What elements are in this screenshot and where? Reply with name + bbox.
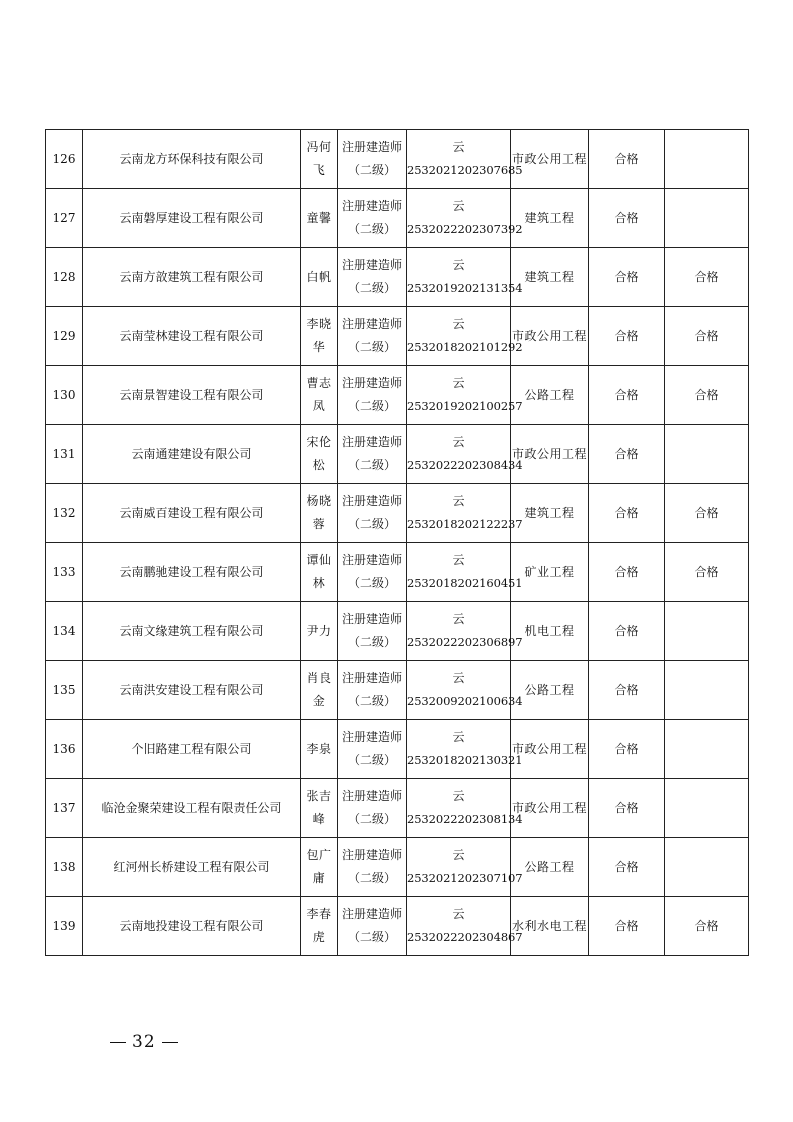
- certificate-number: [407, 838, 523, 897]
- page-number: 32: [132, 1032, 156, 1052]
- certificate-prefix: 云: [452, 612, 465, 626]
- certificate-prefix: 云: [452, 140, 465, 154]
- person-name: 李春虎: [301, 897, 338, 956]
- result-2: [665, 189, 749, 248]
- certificate-prefix: 云: [452, 199, 465, 213]
- company-name: 云南通建建设有限公司: [83, 425, 301, 484]
- result-1: 合格: [589, 130, 665, 189]
- qualification-line2: （二级）: [347, 576, 396, 590]
- person-name: 白帆: [301, 248, 338, 307]
- certificate-code: 2532021202307107: [407, 871, 523, 885]
- person-name: 张吉峰: [301, 779, 338, 838]
- result-1: 合格: [589, 248, 665, 307]
- result-2: [665, 720, 749, 779]
- person-name: 冯何飞: [301, 130, 338, 189]
- company-name: 云南莹林建设工程有限公司: [83, 307, 301, 366]
- certificate-number: [407, 189, 523, 248]
- result-2: [665, 425, 749, 484]
- qualification-line1: 注册建造师: [341, 317, 402, 331]
- specialty: 公路工程: [511, 661, 589, 720]
- qualification-line2: （二级）: [347, 694, 396, 708]
- qualification-line1: 注册建造师: [341, 258, 402, 272]
- specialty: 公路工程: [511, 366, 589, 425]
- result-2: [665, 838, 749, 897]
- certificate-code: 2532019202131354: [407, 281, 523, 295]
- result-2: [665, 661, 749, 720]
- company-name: 云南地投建设工程有限公司: [83, 897, 301, 956]
- certificate-number: [407, 484, 523, 543]
- result-1: 合格: [589, 484, 665, 543]
- certificate-code: 2532022202308134: [407, 812, 523, 826]
- certificate-number: [407, 366, 523, 425]
- certificate-number: [407, 307, 523, 366]
- company-name: 个旧路建工程有限公司: [83, 720, 301, 779]
- qualification-line1: 注册建造师: [341, 730, 402, 744]
- table-row: [46, 543, 749, 602]
- person-name: 尹力: [301, 602, 338, 661]
- company-name: 云南龙方环保科技有限公司: [83, 130, 301, 189]
- certificate-prefix: 云: [452, 376, 465, 390]
- company-name: 云南景智建设工程有限公司: [83, 366, 301, 425]
- certificate-prefix: 云: [452, 435, 465, 449]
- certificate-prefix: 云: [452, 317, 465, 331]
- qualification-line2: （二级）: [347, 399, 396, 413]
- qualification-line1: 注册建造师: [341, 199, 402, 213]
- certificate-number: [407, 248, 523, 307]
- certificate-code: 2532022202307392: [407, 222, 523, 236]
- specialty: 矿业工程: [511, 543, 589, 602]
- result-1: 合格: [589, 366, 665, 425]
- result-2: 合格: [665, 248, 749, 307]
- person-name: 包广庸: [301, 838, 338, 897]
- table-row: [46, 661, 749, 720]
- table-row: [46, 366, 749, 425]
- qualification-line1: 注册建造师: [341, 848, 402, 862]
- table-row: [46, 838, 749, 897]
- qualification-title: [338, 779, 407, 838]
- row-number: 130: [46, 366, 83, 425]
- certificate-number: [407, 602, 523, 661]
- specialty: 水利水电工程: [511, 897, 589, 956]
- result-1: 合格: [589, 543, 665, 602]
- table-row: [46, 248, 749, 307]
- qualification-line2: （二级）: [347, 753, 396, 767]
- qualification-title: [338, 661, 407, 720]
- table-row: [46, 602, 749, 661]
- company-name: 云南鹏驰建设工程有限公司: [83, 543, 301, 602]
- certificate-prefix: 云: [452, 553, 465, 567]
- company-name: 云南洪安建设工程有限公司: [83, 661, 301, 720]
- person-name: 肖良金: [301, 661, 338, 720]
- table-row: [46, 425, 749, 484]
- certificate-code: 2532022202304867: [407, 930, 523, 944]
- certificate-code: 2532018202160451: [407, 576, 523, 590]
- qualification-line2: （二级）: [347, 871, 396, 885]
- result-1: 合格: [589, 720, 665, 779]
- specialty: 建筑工程: [511, 248, 589, 307]
- table-row: [46, 720, 749, 779]
- specialty: 公路工程: [511, 838, 589, 897]
- specialty: 市政公用工程: [511, 307, 589, 366]
- result-1: 合格: [589, 661, 665, 720]
- specialty: 市政公用工程: [511, 130, 589, 189]
- footer-left-dash: [110, 1042, 126, 1043]
- qualification-line1: 注册建造师: [341, 671, 402, 685]
- result-2: 合格: [665, 484, 749, 543]
- certificate-prefix: 云: [452, 671, 465, 685]
- page-footer: [104, 1032, 184, 1052]
- result-2: 合格: [665, 897, 749, 956]
- qualification-title: [338, 189, 407, 248]
- row-number: 138: [46, 838, 83, 897]
- certificate-code: 2532009202100634: [407, 694, 523, 708]
- personnel-table: [45, 129, 749, 956]
- specialty: 建筑工程: [511, 484, 589, 543]
- row-number: 139: [46, 897, 83, 956]
- qualification-line1: 注册建造师: [341, 789, 402, 803]
- certificate-prefix: 云: [452, 848, 465, 862]
- certificate-number: [407, 720, 523, 779]
- qualification-line2: （二级）: [347, 222, 396, 236]
- footer-right-dash: [162, 1042, 178, 1043]
- specialty: 建筑工程: [511, 189, 589, 248]
- qualification-title: [338, 543, 407, 602]
- company-name: 云南磐厚建设工程有限公司: [83, 189, 301, 248]
- specialty: 机电工程: [511, 602, 589, 661]
- table-row: [46, 484, 749, 543]
- qualification-line2: （二级）: [347, 281, 396, 295]
- qualification-line2: （二级）: [347, 812, 396, 826]
- qualification-title: [338, 897, 407, 956]
- specialty: 市政公用工程: [511, 720, 589, 779]
- qualification-line2: （二级）: [347, 517, 396, 531]
- certificate-code: 2532021202307685: [407, 163, 523, 177]
- qualification-line1: 注册建造师: [341, 907, 402, 921]
- certificate-code: 2532022202306897: [407, 635, 523, 649]
- person-name: 曹志凤: [301, 366, 338, 425]
- table-row: [46, 897, 749, 956]
- table-body: [46, 130, 749, 956]
- qualification-title: [338, 130, 407, 189]
- qualification-line1: 注册建造师: [341, 140, 402, 154]
- certificate-number: [407, 779, 523, 838]
- certificate-prefix: 云: [452, 494, 465, 508]
- qualification-line2: （二级）: [347, 163, 396, 177]
- result-1: 合格: [589, 189, 665, 248]
- qualification-line2: （二级）: [347, 930, 396, 944]
- company-name: 云南文缘建筑工程有限公司: [83, 602, 301, 661]
- row-number: 127: [46, 189, 83, 248]
- qualification-line1: 注册建造师: [341, 553, 402, 567]
- certificate-code: 2532019202100257: [407, 399, 523, 413]
- certificate-number: [407, 425, 523, 484]
- result-1: 合格: [589, 897, 665, 956]
- company-name: 云南威百建设工程有限公司: [83, 484, 301, 543]
- certificate-prefix: 云: [452, 258, 465, 272]
- row-number: 133: [46, 543, 83, 602]
- result-2: 合格: [665, 543, 749, 602]
- table-row: [46, 307, 749, 366]
- result-1: 合格: [589, 307, 665, 366]
- qualification-line2: （二级）: [347, 635, 396, 649]
- qualification-line1: 注册建造师: [341, 612, 402, 626]
- company-name: 临沧金聚荣建设工程有限责任公司: [83, 779, 301, 838]
- result-2: [665, 130, 749, 189]
- qualification-title: [338, 307, 407, 366]
- qualification-line1: 注册建造师: [341, 494, 402, 508]
- certificate-prefix: 云: [452, 730, 465, 744]
- qualification-line1: 注册建造师: [341, 376, 402, 390]
- person-name: 童馨: [301, 189, 338, 248]
- table-row: [46, 130, 749, 189]
- qualification-title: [338, 602, 407, 661]
- person-name: 宋伦松: [301, 425, 338, 484]
- certificate-number: [407, 897, 523, 956]
- result-2: 合格: [665, 307, 749, 366]
- qualification-title: [338, 248, 407, 307]
- person-name: 杨晓蓉: [301, 484, 338, 543]
- qualification-line2: （二级）: [347, 458, 396, 472]
- person-name: 李泉: [301, 720, 338, 779]
- row-number: 126: [46, 130, 83, 189]
- result-1: 合格: [589, 602, 665, 661]
- certificate-code: 2532018202101292: [407, 340, 523, 354]
- qualification-title: [338, 720, 407, 779]
- certificate-code: 2532018202130321: [407, 753, 523, 767]
- table-row: [46, 189, 749, 248]
- company-name: 云南方敨建筑工程有限公司: [83, 248, 301, 307]
- result-2: 合格: [665, 366, 749, 425]
- certificate-number: [407, 661, 523, 720]
- row-number: 135: [46, 661, 83, 720]
- certificate-code: 2532022202308434: [407, 458, 523, 472]
- row-number: 134: [46, 602, 83, 661]
- qualification-title: [338, 838, 407, 897]
- result-2: [665, 779, 749, 838]
- qualification-title: [338, 484, 407, 543]
- certificate-code: 2532018202122237: [407, 517, 523, 531]
- result-2: [665, 602, 749, 661]
- row-number: 136: [46, 720, 83, 779]
- qualification-line2: （二级）: [347, 340, 396, 354]
- company-name: 红河州长桥建设工程有限公司: [83, 838, 301, 897]
- qualification-line1: 注册建造师: [341, 435, 402, 449]
- result-1: 合格: [589, 425, 665, 484]
- qualification-title: [338, 425, 407, 484]
- row-number: 131: [46, 425, 83, 484]
- certificate-prefix: 云: [452, 789, 465, 803]
- specialty: 市政公用工程: [511, 425, 589, 484]
- result-1: 合格: [589, 779, 665, 838]
- row-number: 128: [46, 248, 83, 307]
- row-number: 132: [46, 484, 83, 543]
- table-row: [46, 779, 749, 838]
- certificate-number: [407, 543, 523, 602]
- certificate-number: [407, 130, 523, 189]
- result-1: 合格: [589, 838, 665, 897]
- person-name: 谭仙林: [301, 543, 338, 602]
- row-number: 129: [46, 307, 83, 366]
- qualification-title: [338, 366, 407, 425]
- person-name: 李晓华: [301, 307, 338, 366]
- row-number: 137: [46, 779, 83, 838]
- certificate-prefix: 云: [452, 907, 465, 921]
- specialty: 市政公用工程: [511, 779, 589, 838]
